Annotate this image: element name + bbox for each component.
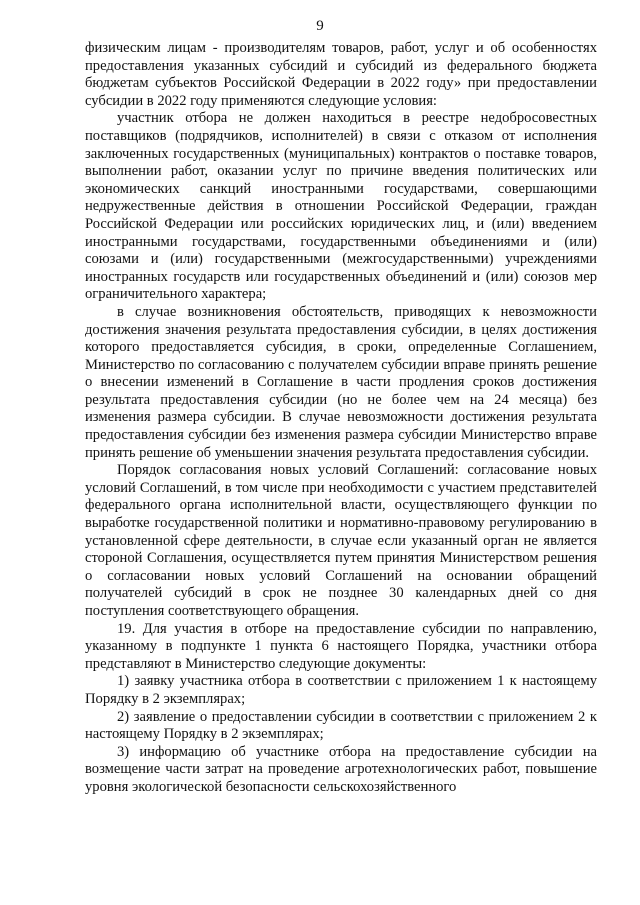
paragraph: Порядок согласования новых условий Соглашений: согласование новых условий Соглашений, в том числе при необходимости с участием представителей федерального органа исполнительной власти, осуществляющего функции по выработке государственной политики и нормативно-правовому регулированию в установленной сфере деятельности, в случае если указанный орган не является стороной Соглашения, осуществляется путем принятия Министерством решения о согласовании новых условий Соглашений на основании обращений получателей субсидий в срок не позднее 30 календарных дней со дня поступления соответствующего обращения. <box>85 462 597 619</box>
document-body <box>85 40 597 797</box>
paragraph: 19. Для участия в отборе на предоставление субсидии по направлению, указанному в подпункте 1 пункта 6 настоящего Порядка, участники отбора представляют в Министерство следующие документы: <box>85 620 597 672</box>
paragraph: участник отбора не должен находиться в реестре недобросовестных поставщиков (подрядчиков, исполнителей) в связи с отказом от исполнения заключенных государственных (муниципальных) контрактов о поставке товаров, выполнении работ, оказании услуг по причине введения политических или экономических санкций иностранными государствами, совершающими недружественные действия в отношении Российской Федерации, граждан Российской Федерации или российских юридических лиц, и (или) введением иностранными государствами, государственными объединениями и (или) союзами и (или) государственными (межгосударственными) учреждениями иностранных государств или государственных объединений и (или) союзов мер ограничительного характера; <box>85 110 597 303</box>
paragraph: 2) заявление о предоставлении субсидии в соответствии с приложением 2 к настоящему Порядку в 2 экземплярах; <box>85 708 597 743</box>
paragraph: 1) заявку участника отбора в соответствии с приложением 1 к настоящему Порядку в 2 экземплярах; <box>85 673 597 707</box>
paragraph: 3) информацию об участнике отбора на предоставление субсидии на возмещение части затрат на проведение агротехнологических работ, повышение уровня экологической безопасности сельскохозяйственного <box>85 743 597 795</box>
page-number: 9 <box>316 18 324 34</box>
paragraph: в случае возникновения обстоятельств, приводящих к невозможности достижения значения результата предоставления субсидии, в целях достижения которого предоставляется субсидия, в сроки, определенные Соглашением, Министерство по согласованию с получателем субсидии вправе принять решение о внесении изменений в Соглашение в части продления сроков достижения результата предоставления субсидии (но не более чем на 24 месяца) без изменения размера субсидии. В случае невозможности достижения результата предоставления субсидии без изменения размера субсидии Министерство вправе принять решение об уменьшении значения результата предоставления субсидии. <box>85 303 597 461</box>
paragraph: физическим лицам - производителям товаров, работ, услуг и об особенностях предоставления указанных субсидий и субсидий из федерального бюджета бюджетам субъектов Российской Федерации в 2022 году» при предоставлении субсидии в 2022 году применяются следующие условия: <box>85 40 597 109</box>
